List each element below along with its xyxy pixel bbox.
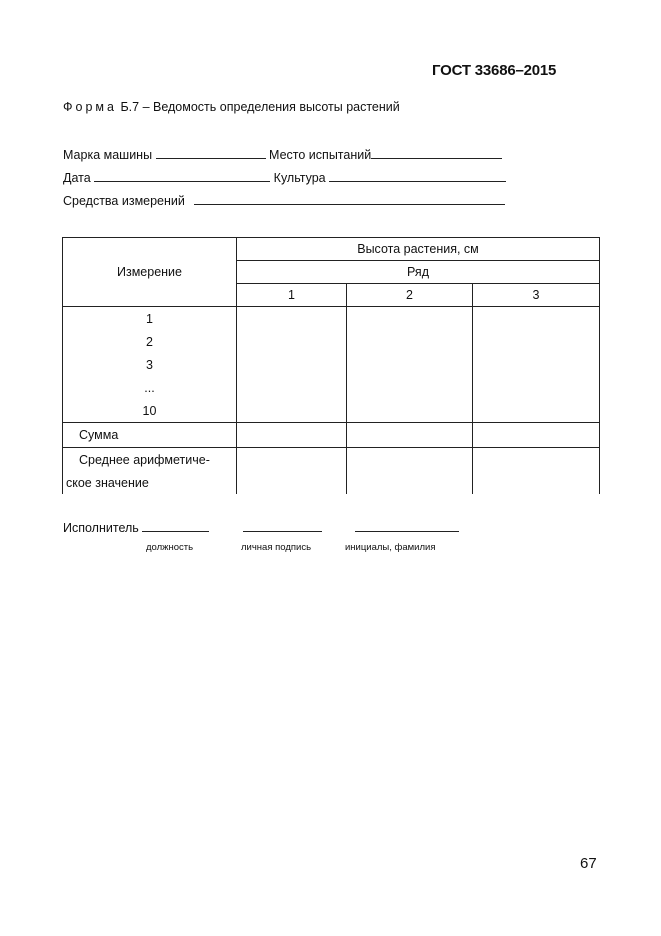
table-cell[interactable]: [473, 448, 600, 495]
machine-brand-label: Марка машины: [63, 148, 153, 162]
date-line[interactable]: [94, 170, 270, 182]
table-cell[interactable]: [347, 330, 473, 353]
table-cell[interactable]: [347, 423, 473, 448]
measurement-label: 3: [63, 353, 237, 376]
personal-signature-caption: личная подпись: [241, 542, 312, 553]
row-number-2: 2: [347, 284, 473, 307]
table-cell[interactable]: [473, 399, 600, 423]
measurement-label: 2: [63, 330, 237, 353]
table-cell[interactable]: [237, 423, 347, 448]
performer-row: [63, 520, 459, 535]
crop-line[interactable]: [329, 170, 506, 182]
sum-label: Сумма: [63, 423, 237, 448]
mean-label-line2: ское значение: [63, 471, 237, 494]
form-name: Ведомость определения высоты растений: [153, 100, 400, 114]
standard-number: ГОСТ 33686–2015: [432, 62, 557, 79]
performer-label: Исполнитель: [63, 521, 139, 535]
table-cell[interactable]: [473, 423, 600, 448]
position-caption: должность: [146, 542, 194, 553]
measurement-label: 1: [63, 307, 237, 331]
test-site-line[interactable]: [371, 147, 502, 159]
row-number-1: 1: [237, 284, 347, 307]
table-cell[interactable]: [347, 376, 473, 399]
row-header: Ряд: [237, 261, 600, 284]
table-cell[interactable]: [237, 307, 347, 331]
form-number: Б.7: [120, 100, 140, 114]
table-cell[interactable]: [347, 353, 473, 376]
plant-height-header: Высота растения, см: [237, 238, 600, 261]
test-site-label: Место испытаний: [269, 148, 372, 162]
field-tools-row: [63, 193, 505, 208]
field-machine-brand-row: [63, 147, 502, 162]
machine-brand-line[interactable]: [156, 147, 266, 159]
date-label: Дата: [63, 171, 91, 185]
table-cell[interactable]: [237, 448, 347, 495]
initials-line[interactable]: [355, 520, 459, 532]
form-label: Форма: [63, 100, 117, 114]
field-date-row: [63, 170, 506, 185]
table-cell[interactable]: [473, 330, 600, 353]
row-number-3: 3: [473, 284, 600, 307]
table-cell[interactable]: [237, 330, 347, 353]
measurement-header: Измерение: [63, 238, 237, 307]
table-cell[interactable]: [347, 307, 473, 331]
table-cell[interactable]: [347, 399, 473, 423]
measuring-tools-label: Средства измерений: [63, 194, 185, 208]
measuring-tools-line[interactable]: [194, 193, 505, 205]
table-cell[interactable]: [237, 376, 347, 399]
table-cell[interactable]: [237, 399, 347, 423]
table-cell[interactable]: [347, 448, 473, 495]
plant-height-table: [62, 237, 600, 494]
form-dash: –: [142, 100, 150, 114]
mean-label-line1: Среднее арифметиче-: [63, 448, 237, 472]
table-cell[interactable]: [237, 353, 347, 376]
measurement-label: ...: [63, 376, 237, 399]
signature-line[interactable]: [243, 520, 322, 532]
page-number: 67: [580, 855, 597, 872]
table-cell[interactable]: [473, 307, 600, 331]
form-title: [63, 100, 400, 114]
position-line[interactable]: [142, 520, 209, 532]
table-cell[interactable]: [473, 353, 600, 376]
table-cell[interactable]: [473, 376, 600, 399]
measurement-label: 10: [63, 399, 237, 423]
crop-label: Культура: [273, 171, 326, 185]
initials-surname-caption: инициалы, фамилия: [345, 542, 436, 553]
